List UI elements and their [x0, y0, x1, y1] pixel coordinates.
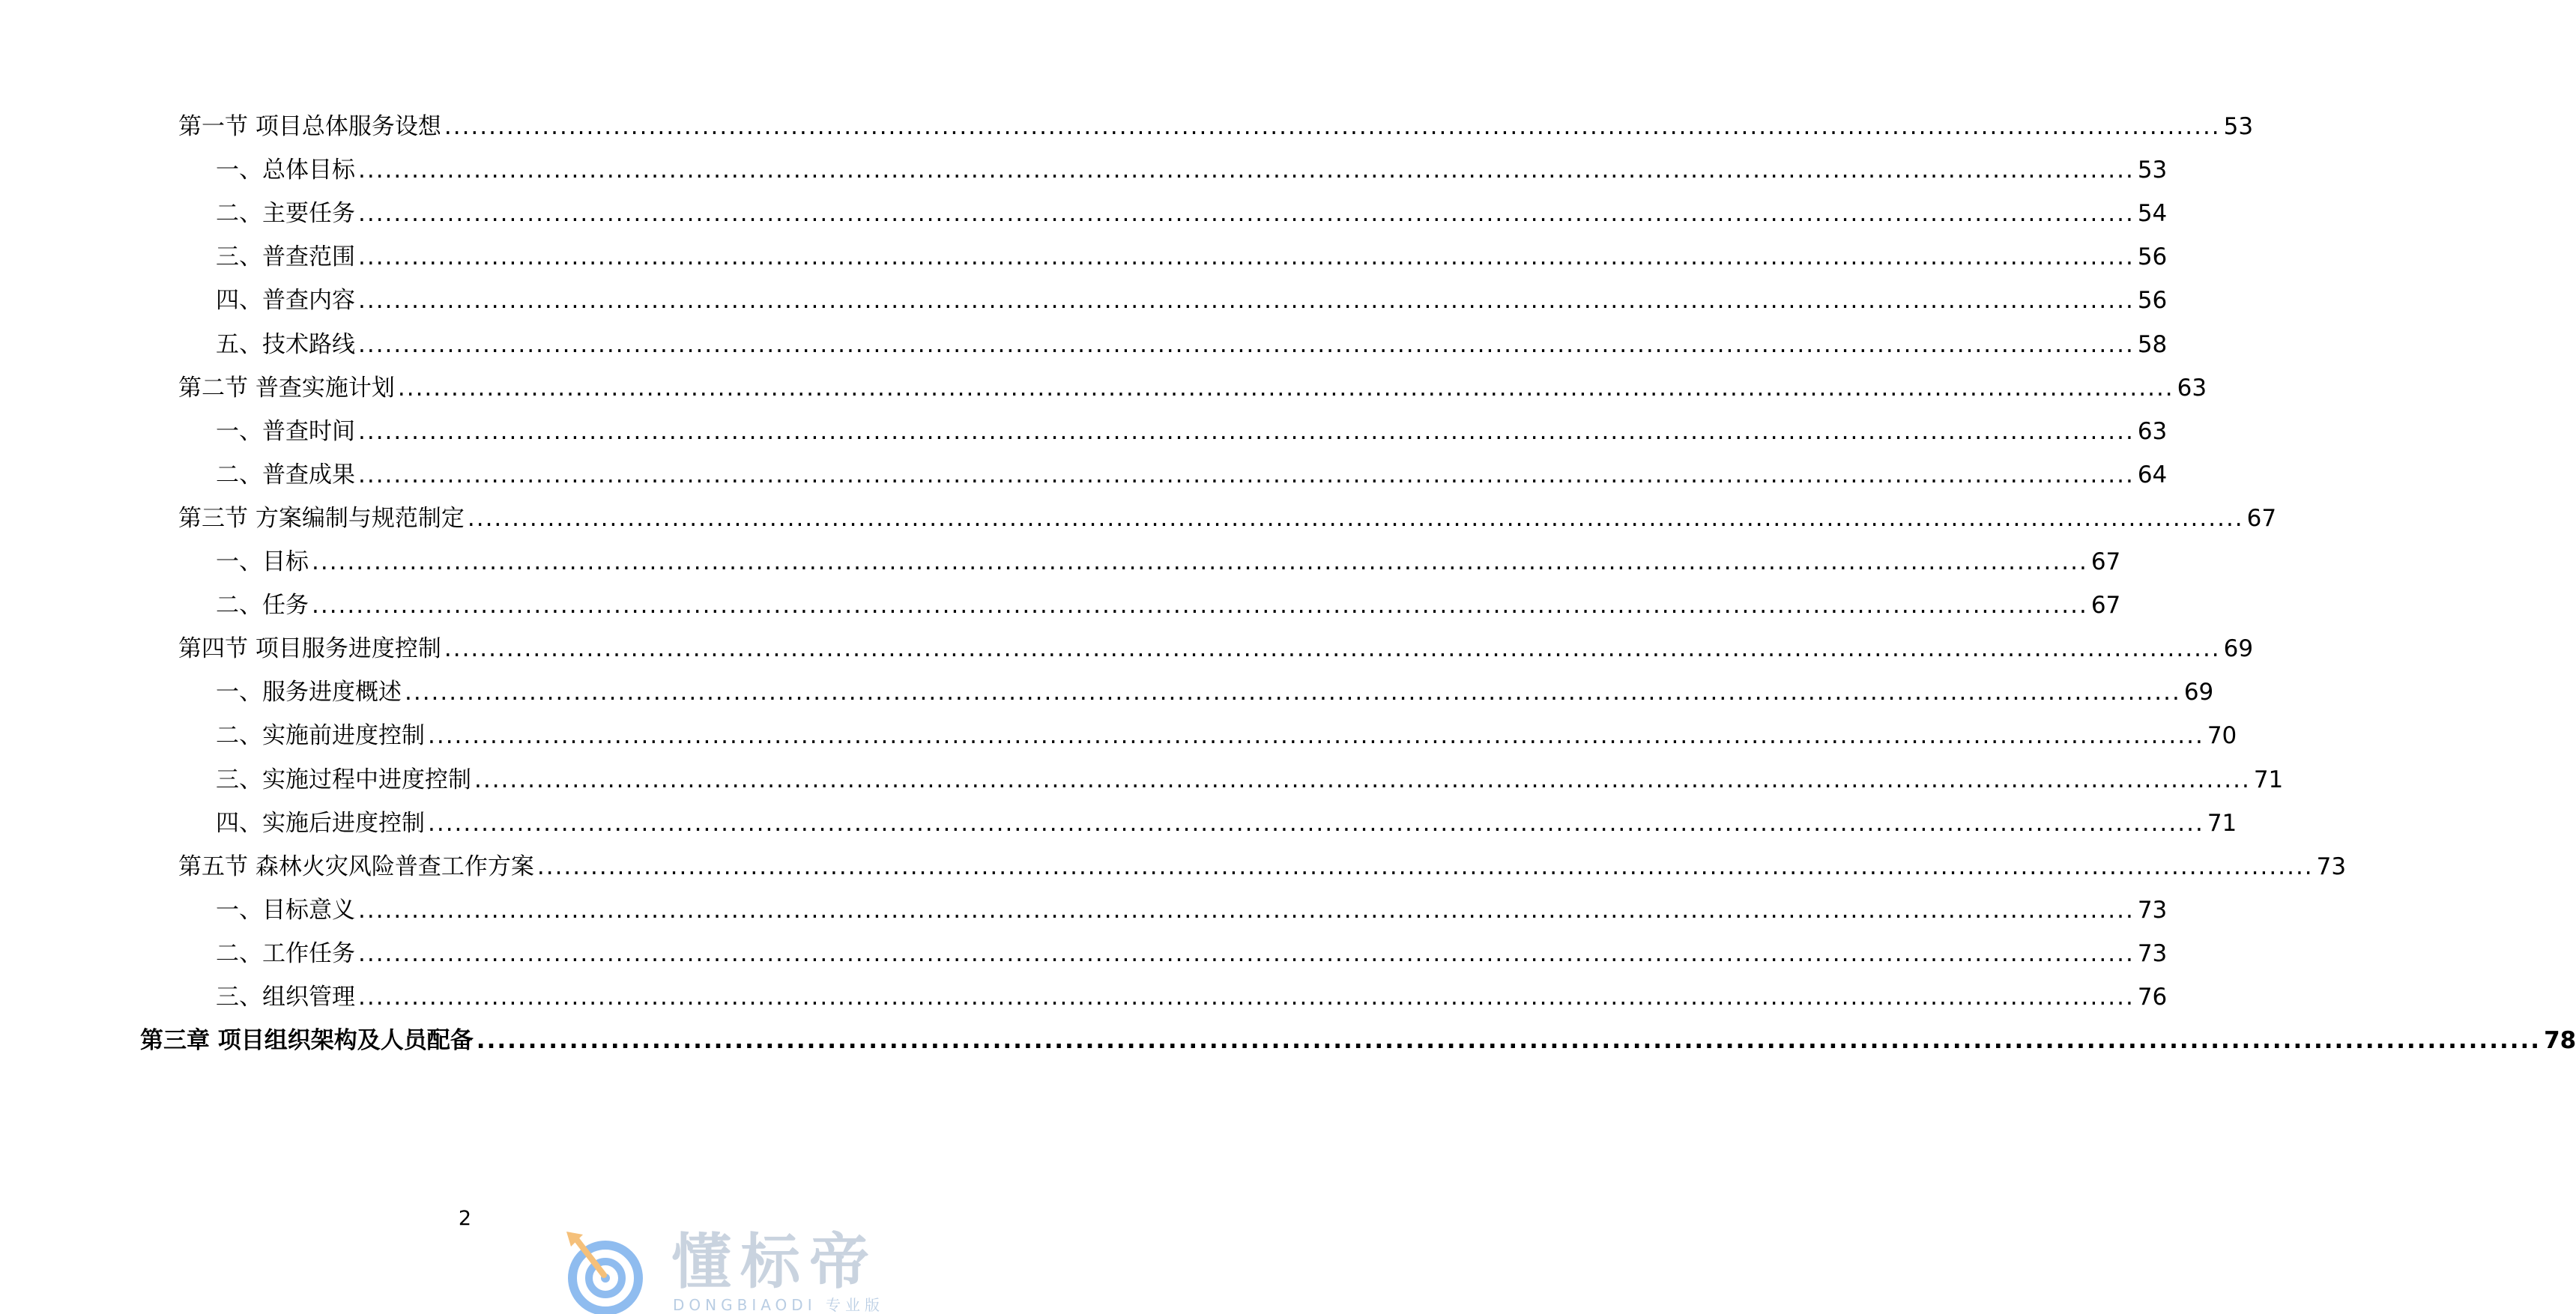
toc-entry-title: 第四节 项目服务进度控制	[178, 635, 441, 663]
toc-leader-dots: ........................................................................................................................................................................................................	[358, 896, 2135, 924]
toc-entry-section[interactable]	[0, 852, 2347, 882]
toc-leader-dots: ........................................................................................................................................................................................................	[467, 504, 2244, 532]
toc-entry-section[interactable]	[0, 373, 2207, 403]
toc-entry-page: 64	[2137, 461, 2168, 488]
toc-entry-item[interactable]	[0, 765, 2284, 795]
toc-entry-title: 第二节 普查实施计划	[178, 374, 395, 402]
toc-entry-page: 78	[2544, 1027, 2576, 1055]
toc-leader-dots: ........................................................................................................................................................................................................	[444, 635, 2221, 663]
toc-entry-item[interactable]	[0, 721, 2237, 751]
toc-entry-chapter[interactable]	[0, 1026, 2576, 1056]
toc-entry-title: 五、技术路线	[216, 330, 355, 358]
toc-entry-title: 二、主要任务	[216, 200, 355, 228]
toc-leader-dots: ........................................................................................................................................................................................................	[358, 243, 2135, 271]
toc-entry-page: 54	[2137, 200, 2168, 228]
toc-entry-page: 69	[2223, 635, 2254, 663]
toc-leader-dots: ........................................................................................................................................................................................................	[405, 679, 2181, 706]
toc-entry-section[interactable]	[0, 112, 2254, 142]
toc-entry-page: 73	[2137, 939, 2168, 967]
target-arrow-icon	[560, 1229, 658, 1314]
toc-entry-item[interactable]	[0, 808, 2237, 838]
toc-leader-dots: ........................................................................................................................................................................................................	[358, 287, 2135, 315]
toc-leader-dots: ........................................................................................................................................................................................................	[474, 766, 2251, 793]
toc-entry-title: 三、普查范围	[216, 243, 355, 271]
toc-leader-dots: ........................................................................................................................................................................................................	[444, 113, 2221, 140]
toc-entry-page: 71	[2253, 766, 2284, 793]
watermark	[560, 1229, 920, 1314]
watermark-subtitle: DONGBIAODI 专业版	[673, 1296, 884, 1314]
page-number: 2	[458, 1207, 472, 1230]
toc-leader-dots: ........................................................................................................................................................................................................	[358, 417, 2135, 445]
toc-entry-item[interactable]	[0, 242, 2168, 272]
toc-entry-item[interactable]	[0, 417, 2168, 446]
toc-entry-page: 73	[2316, 853, 2347, 880]
toc-entry-title: 一、总体目标	[216, 157, 355, 184]
toc-leader-dots: ........................................................................................................................................................................................................	[312, 592, 2088, 620]
toc-entry-item[interactable]	[0, 155, 2168, 185]
toc-leader-dots: ........................................................................................................................................................................................................	[536, 853, 2314, 880]
toc-entry-title: 二、任务	[216, 592, 309, 620]
toc-entry-item[interactable]	[0, 460, 2168, 490]
toc-entry-title: 二、实施前进度控制	[216, 722, 425, 750]
toc-entry-item[interactable]	[0, 939, 2168, 969]
toc-entry-title: 第三章 项目组织架构及人员配备	[140, 1027, 474, 1055]
toc-entry-title: 四、实施后进度控制	[216, 809, 425, 837]
toc-entry-title: 第一节 项目总体服务设想	[178, 113, 441, 140]
toc-leader-dots: ........................................................................................................................................................................................................	[428, 722, 2204, 750]
toc-entry-item[interactable]	[0, 982, 2168, 1012]
toc-entry-item[interactable]	[0, 199, 2168, 228]
toc-entry-item[interactable]	[0, 590, 2121, 620]
toc-entry-page: 67	[2090, 592, 2121, 620]
toc-entry-title: 二、工作任务	[216, 939, 355, 967]
toc-entry-title: 四、普查内容	[216, 287, 355, 315]
toc-entry-page: 67	[2090, 548, 2121, 575]
toc-leader-dots: ........................................................................................................................................................................................................	[358, 939, 2135, 967]
toc-entry-page: 73	[2137, 896, 2168, 924]
toc-leader-dots: ........................................................................................................................................................................................................	[476, 1027, 2542, 1055]
toc-entry-page: 71	[2207, 809, 2237, 837]
toc-entry-title: 第五节 森林火灾风险普查工作方案	[178, 853, 534, 880]
toc-leader-dots: ........................................................................................................................................................................................................	[358, 200, 2135, 228]
toc-entry-page: 67	[2246, 504, 2277, 532]
toc-entry-title: 二、普查成果	[216, 461, 355, 488]
toc-leader-dots: ........................................................................................................................................................................................................	[358, 984, 2135, 1011]
toc-entry-page: 56	[2137, 287, 2168, 315]
toc-entry-title: 三、组织管理	[216, 984, 355, 1011]
toc-entry-title: 一、服务进度概述	[216, 679, 402, 706]
toc-entry-page: 53	[2223, 113, 2254, 140]
toc-entry-item[interactable]	[0, 895, 2168, 925]
toc-leader-dots: ........................................................................................................................................................................................................	[428, 809, 2204, 837]
toc-leader-dots: ........................................................................................................................................................................................................	[358, 157, 2135, 184]
toc-leader-dots: ........................................................................................................................................................................................................	[358, 330, 2135, 358]
toc-entry-title: 三、实施过程中进度控制	[216, 766, 471, 793]
toc-entry-title: 一、目标	[216, 548, 309, 575]
toc-leader-dots: ........................................................................................................................................................................................................	[397, 374, 2174, 402]
toc-entry-section[interactable]	[0, 503, 2277, 533]
toc-entry-page: 63	[2177, 374, 2207, 402]
toc-entry-item[interactable]	[0, 677, 2214, 707]
toc-entry-item[interactable]	[0, 285, 2168, 315]
toc-entry-title: 一、普查时间	[216, 417, 355, 445]
watermark-brand: 懂标帝	[671, 1227, 878, 1297]
toc-entry-item[interactable]	[0, 547, 2121, 577]
toc-entry-page: 76	[2137, 984, 2168, 1011]
toc-entry-page: 58	[2137, 330, 2168, 358]
toc-entry-page: 56	[2137, 243, 2168, 271]
toc-leader-dots: ........................................................................................................................................................................................................	[312, 548, 2088, 575]
toc-leader-dots: ........................................................................................................................................................................................................	[358, 461, 2135, 488]
toc-entry-page: 70	[2207, 722, 2237, 750]
toc-entry-title: 第三节 方案编制与规范制定	[178, 504, 465, 532]
toc-entry-page: 53	[2137, 157, 2168, 184]
toc-entry-section[interactable]	[0, 634, 2254, 664]
toc-entry-item[interactable]	[0, 330, 2168, 360]
toc-entry-page: 69	[2183, 679, 2214, 706]
toc-entry-page: 63	[2137, 417, 2168, 445]
toc-entry-title: 一、目标意义	[216, 896, 355, 924]
